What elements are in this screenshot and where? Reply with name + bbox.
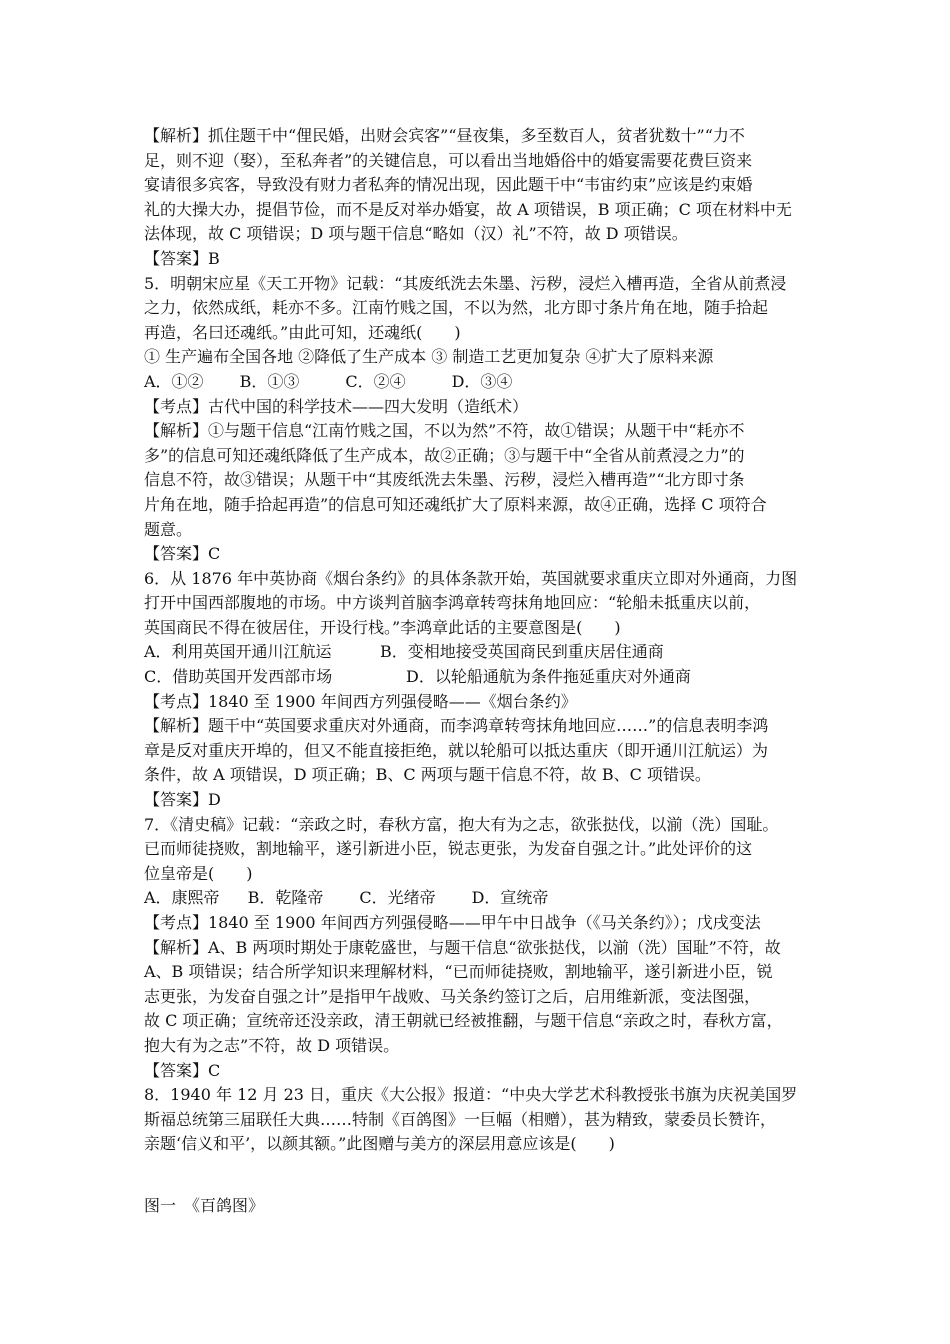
numbered-items: ① 生产遍布全国各地 ②降低了生产成本 ③ 制造工艺更加复杂 ④扩大了原料来源 bbox=[144, 347, 714, 367]
q4-explanation bbox=[144, 124, 810, 247]
question-stem-line: 8．1940 年 12 月 23 日，重庆《大公报》报道：“中央大学艺术科教授张书旗为庆祝美国罗 bbox=[144, 1085, 798, 1105]
explanation-line: 片角在地，随手拾起再造”的信息可知还魂纸扩大了原料来源，故④正确，选择 C 项符合 bbox=[144, 494, 767, 514]
question-stem-line: 5．明朝宋应星《天工开物》记载：“其废纸洗去朱墨、污秽，浸烂入槽再造，全省从前煮浸 bbox=[144, 273, 787, 293]
answer: 【答案】C bbox=[144, 544, 221, 564]
question-5 bbox=[144, 272, 810, 567]
question-stem-line: 斯福总统第三届联任大典……特制《百鸽图》一巨幅（相赠），甚为精致，蒙委员长赞许， bbox=[144, 1109, 777, 1129]
figure-caption: 图一 《百鸽图》 bbox=[144, 1196, 265, 1215]
option-c: C．借助英国开发西部市场 bbox=[144, 667, 333, 687]
option-a: A．利用英国开通川江航运 bbox=[144, 642, 332, 662]
question-stem-line: 再造，名曰还魂纸。”由此可知，还魂纸( ) bbox=[144, 322, 461, 342]
option-d: D．以轮船通航为条件拖延重庆对外通商 bbox=[406, 667, 691, 687]
explanation-line: 章是反对重庆开埠的，但又不能直接拒绝，就以轮船可以抵达重庆（即开通川江航运）为 bbox=[144, 740, 769, 760]
question-7 bbox=[144, 813, 810, 1084]
explanation-line: 多”的信息可知还魂纸降低了生产成本，故②正确；③与题干中“全省从前煮浸之力”的 bbox=[144, 445, 745, 465]
option-c: C．光绪帝 bbox=[359, 888, 436, 908]
question-stem-line: 英国商民不得在彼居住，开设行栈。”李鸿章此话的主要意图是( ) bbox=[144, 617, 621, 637]
explanation-line: 条件，故 A 项错误，D 项正确；B、C 两项与题干信息不符，故 B、C 项错误。 bbox=[144, 765, 711, 785]
option-c: C．②④ bbox=[345, 371, 406, 391]
text-line: 足，则不迎（娶），至私奔者”的关键信息，可以看出当地婚俗中的婚宴需要花费巨资来 bbox=[144, 150, 753, 170]
explanation-line: 故 C 项正确；宣统帝还没亲政，清王朝就已经被推翻，与题干信息“亲政之时，春秋方富， bbox=[144, 1011, 783, 1031]
explanation-line: 【解析】题干中“英国要求重庆对外通商，而李鸿章转弯抹角地回应……”的信息表明李鸿 bbox=[144, 716, 769, 736]
text-line: 法体现，故 C 项错误；D 项与题干信息“略如（汉）礼”不符，故 D 项错误。 bbox=[144, 224, 688, 244]
question-stem-line: 之力，依然成纸，耗亦不多。江南竹贱之国，不以为然，北方即寸条片角在地，随手拾起 bbox=[144, 298, 769, 318]
question-6 bbox=[144, 567, 810, 813]
question-stem-line: 6．从 1876 年中英协商《烟台条约》的具体条款开始，英国就要求重庆立即对外通商，力图 bbox=[144, 568, 798, 588]
option-b: B．变相地接受英国商民到重庆居住通商 bbox=[380, 642, 664, 662]
option-b: B．乾隆帝 bbox=[247, 888, 324, 908]
key-point: 【考点】1840 至 1900 年间西方列强侵略——《烟台条约》 bbox=[144, 691, 577, 711]
option-d: D．③④ bbox=[451, 371, 513, 391]
explanation-line: A、B 项错误；结合所学知识来理解材料，“已而师徒挠败，割地输平，遂引新进小臣，锐 bbox=[144, 962, 773, 982]
text-line: 【解析】抓住题干中“俚民婚，出财会宾客”“昼夜集，多至数百人，贫者犹数十”“力不 bbox=[144, 126, 745, 145]
answer-options-row-2 bbox=[144, 665, 810, 690]
answer-options bbox=[144, 886, 810, 911]
explanation-line: 【解析】①与题干信息“江南竹贱之国，不以为然”不符，故①错误；从题干中“耗亦不 bbox=[144, 421, 745, 441]
page-content bbox=[144, 124, 810, 1157]
question-stem-line: 7．《清史稿》记载：“亲政之时，春秋方富，抱大有为之志，欲张挞伐，以湔（洗）国耻。 bbox=[144, 814, 779, 834]
text-line: 礼的大操大办，提倡节俭，而不是反对举办婚宴，故 A 项错误，B 项正确；C 项在材料中无 bbox=[144, 199, 792, 219]
option-a: A．①② bbox=[144, 371, 204, 391]
q4-answer: 【答案】B bbox=[144, 248, 220, 268]
answer: 【答案】C bbox=[144, 1060, 221, 1080]
text-line: 宴请很多宾客，导致没有财力者私奔的情况出现，因此题干中“韦宙约束”应该是约束婚 bbox=[144, 175, 753, 195]
option-d: D．宣统帝 bbox=[471, 888, 549, 908]
explanation-line: 志更张，为发奋自强之计”是指甲午战败、马关条约签订之后，启用维新派，变法图强， bbox=[144, 986, 761, 1006]
key-point: 【考点】1840 至 1900 年间西方列强侵略——甲午中日战争（《马关条约》）；戊戌变法 bbox=[144, 913, 761, 932]
explanation-line: 信息不符，故③错误；从题干中“其废纸洗去朱墨、污秽，浸烂入槽再造”“北方即寸条 bbox=[144, 470, 745, 490]
key-point: 【考点】古代中国的科学技术——四大发明（造纸术） bbox=[144, 396, 529, 416]
answer-options bbox=[144, 370, 810, 395]
question-stem-line: 亲题‘信义和平’，以颜其额。”此图赠与美方的深层用意应该是( ) bbox=[144, 1134, 615, 1154]
question-stem-line: 打开中国西部腹地的市场。中方谈判首脑李鸿章转弯抹角地回应：“轮船未抵重庆以前， bbox=[144, 593, 761, 613]
question-8 bbox=[144, 1083, 810, 1157]
explanation-line: 抱大有为之志”不符，故 D 项错误。 bbox=[144, 1035, 400, 1055]
answer-options-row-1 bbox=[144, 640, 810, 665]
question-stem-line: 位皇帝是( ) bbox=[144, 863, 253, 883]
answer: 【答案】D bbox=[144, 790, 221, 810]
option-b: B．①③ bbox=[239, 371, 300, 391]
option-a: A．康熙帝 bbox=[144, 888, 220, 908]
explanation-line: 题意。 bbox=[144, 519, 193, 539]
question-stem-line: 已而师徒挠败，割地输平，遂引新进小臣，锐志更张，为发奋自强之计。”此处评价的这 bbox=[144, 839, 753, 859]
explanation-line: 【解析】A、B 两项时期处于康乾盛世，与题干信息“欲张挞伐，以湔（洗）国耻”不符，故 bbox=[144, 937, 781, 957]
